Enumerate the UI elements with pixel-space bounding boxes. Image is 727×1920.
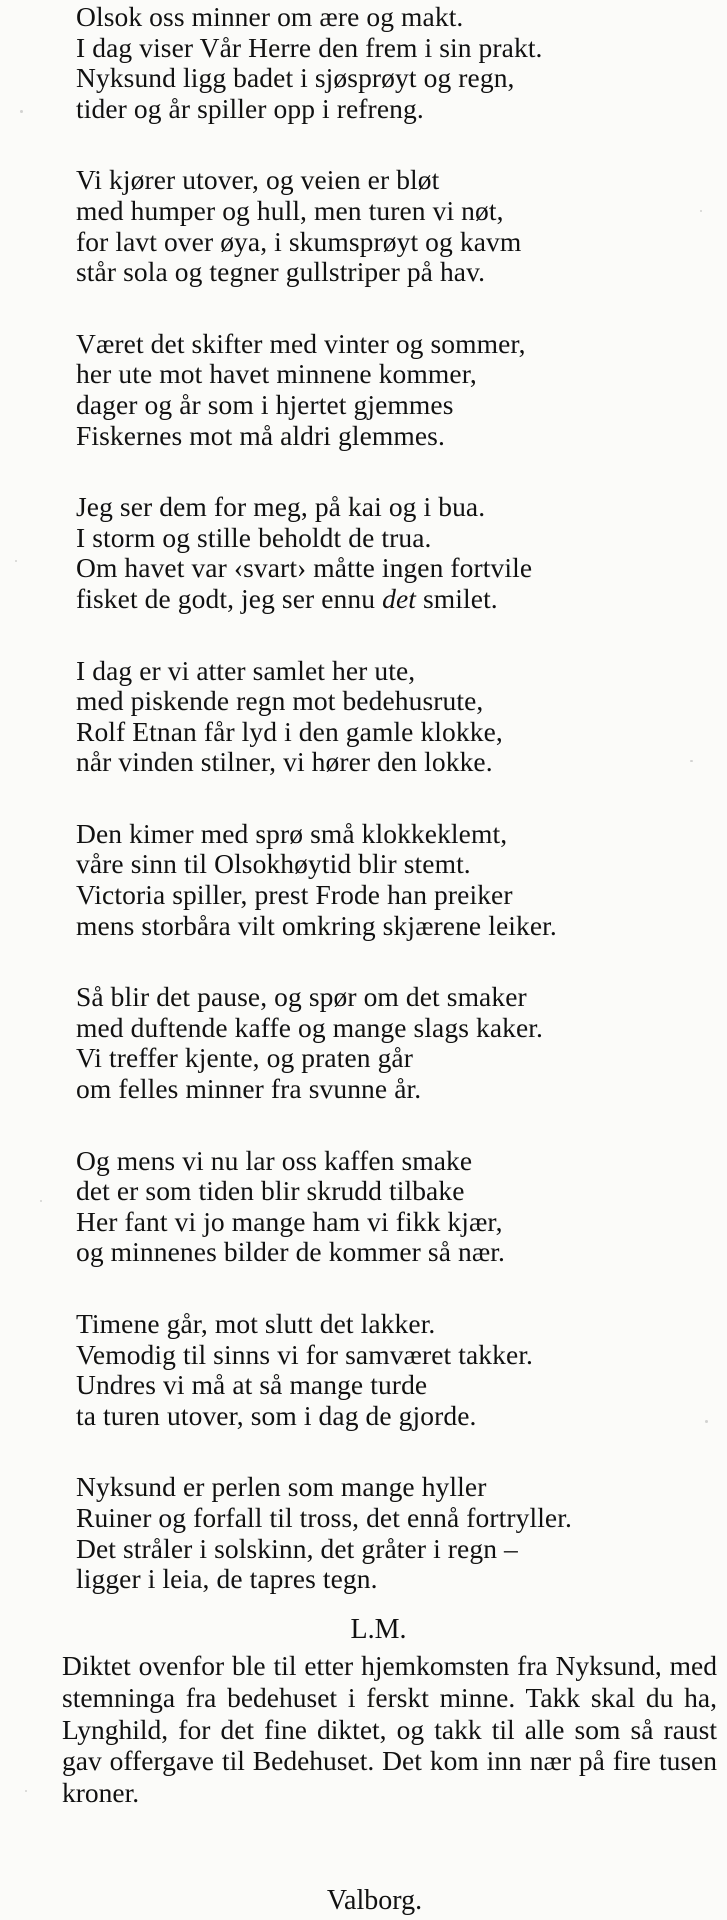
poem-line-text: fisket de godt, jeg ser ennu bbox=[76, 582, 376, 614]
poem-line: Så blir det pause, og spør om det smaker bbox=[76, 981, 527, 1013]
poem-line: det er som tiden blir skrudd tilbake bbox=[76, 1175, 465, 1207]
poem-line: Undres vi må at så mange turde bbox=[76, 1369, 428, 1401]
poem-line: Fiskernes mot må aldri glemmes. bbox=[76, 419, 445, 451]
poem-line: Olsok oss minner om ære og makt. bbox=[76, 1, 464, 32]
poem-line: Victoria spiller, prest Frode han preiker bbox=[76, 879, 513, 911]
poem-line: står sola og tegner gullstriper på hav. bbox=[76, 256, 486, 288]
poem-line: ligger i leia, de tapres tegn. bbox=[76, 1563, 378, 1595]
scan-speck bbox=[690, 760, 693, 762]
poem-line: Været det skifter med vinter og sommer, bbox=[76, 327, 526, 359]
poem-line: I storm og stille beholdt de trua. bbox=[76, 521, 432, 553]
stanza bbox=[76, 982, 716, 1104]
poem-line: Vi kjører utover, og veien er bløt bbox=[76, 164, 440, 196]
poem-line: våre sinn til Olsokhøytid blir stemt. bbox=[76, 848, 471, 880]
poem-line: her ute mot havet minnene kommer, bbox=[76, 358, 477, 390]
scan-speck bbox=[25, 1790, 27, 1792]
scan-speck bbox=[40, 1200, 42, 1202]
poem-line: Den kimer med sprø små klokkeklemt, bbox=[76, 817, 508, 849]
author-signature: L.M. bbox=[350, 1614, 407, 1645]
poem-line: I dag viser Vår Herre den frem i sin prakt. bbox=[76, 31, 543, 63]
stanza bbox=[76, 2, 716, 124]
emphasized-word: det bbox=[382, 582, 417, 614]
scan-speck bbox=[700, 210, 702, 212]
poem-line: Rolf Etnan får lyd i den gamle klokke, bbox=[76, 715, 503, 747]
poem-line: om felles minner fra svunne år. bbox=[76, 1073, 422, 1105]
stanza bbox=[76, 1146, 716, 1268]
poem-line: og minnenes bilder de kommer så nær. bbox=[76, 1236, 506, 1268]
poem-line: Nyksund ligg badet i sjøsprøyt og regn, bbox=[76, 62, 515, 94]
stanza bbox=[76, 1472, 716, 1594]
closing-signature: Valborg. bbox=[326, 1885, 423, 1916]
scan-speck bbox=[705, 1420, 708, 1423]
poem bbox=[76, 2, 716, 1636]
stanza bbox=[76, 329, 716, 451]
stanza bbox=[76, 656, 716, 778]
stanza bbox=[76, 819, 716, 941]
poem-line: med duftende kaffe og mange slags kaker. bbox=[76, 1011, 544, 1043]
poem-line: Vi treffer kjente, og praten går bbox=[76, 1042, 413, 1074]
poem-line: med humper og hull, men turen vi nøt, bbox=[76, 194, 504, 226]
poem-line: Vemodig til sinns vi for samværet takker. bbox=[76, 1338, 534, 1370]
poem-line: Her fant vi jo mange ham vi fikk kjær, bbox=[76, 1205, 503, 1237]
poem-line: ta turen utover, som i dag de gjorde. bbox=[76, 1399, 477, 1431]
stanza bbox=[76, 492, 716, 614]
poem-line: Nyksund er perlen som mange hyller bbox=[76, 1471, 487, 1503]
poem-line bbox=[76, 584, 716, 615]
poem-line: for lavt over øya, i skumsprøyt og kavm bbox=[76, 225, 522, 257]
poem-line: Timene går, mot slutt det lakker. bbox=[76, 1308, 436, 1339]
poem-line: tider og år spiller opp i refreng. bbox=[76, 92, 424, 124]
stanza bbox=[76, 1309, 716, 1431]
scan-speck bbox=[15, 560, 17, 562]
poem-line: mens storbåra vilt omkring skjærene leiker. bbox=[76, 909, 557, 941]
poem-line: Og mens vi nu lar oss kaffen smake bbox=[76, 1144, 473, 1176]
poem-line: Det stråler i solskinn, det gråter i regn – bbox=[76, 1532, 518, 1564]
poem-line: I dag er vi atter samlet her ute, bbox=[76, 654, 416, 686]
afterword-paragraph: Diktet ovenfor ble til etter hjemkomsten fra Nyksund, med stemninga fra bedehuset i ferskt minne. Takk skal du ha, Lynghild, for det fine diktet, og takk til alle som så raust gav offergave til Bedehuset. Det kom inn nær på fire tusen kroner. bbox=[62, 1650, 717, 1809]
scan-speck bbox=[20, 110, 23, 113]
poem-line: dager og år som i hjertet gjemmes bbox=[76, 388, 454, 420]
poem-line: Jeg ser dem for meg, på kai og i bua. bbox=[76, 491, 486, 523]
poem-line: når vinden stilner, vi hører den lokke. bbox=[76, 746, 493, 778]
poem-line: Om havet var ‹svart› måtte ingen fortvile bbox=[76, 552, 533, 584]
poem-line: med piskende regn mot bedehusrute, bbox=[76, 685, 484, 717]
poem-line-text: smilet. bbox=[416, 582, 498, 614]
poem-line: Ruiner og forfall til tross, det ennå fortryller. bbox=[76, 1501, 572, 1533]
stanza bbox=[76, 165, 716, 287]
